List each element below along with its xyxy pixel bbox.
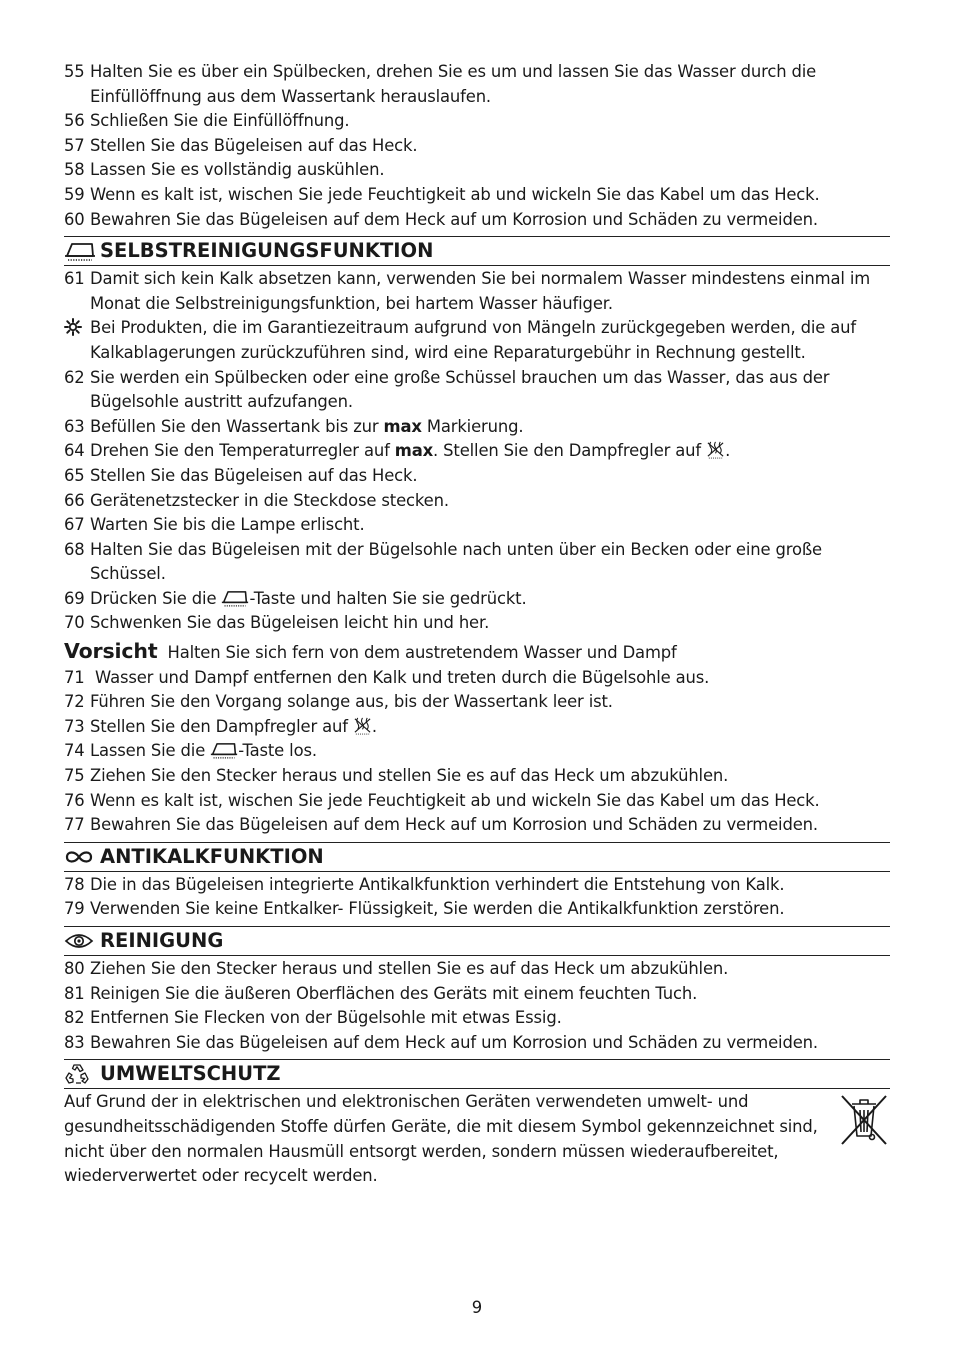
list-item: 79 Verwenden Sie keine Entkalker- Flüssigkeit, Sie werden die Antikalkfunktion zerstören. [64, 899, 785, 919]
list-item: 57 Stellen Sie das Bügeleisen auf das Heck. [64, 135, 418, 155]
list-item: 64 Drehen Sie den Temperaturregler auf max. Stellen Sie den Dampfregler auf . [64, 441, 731, 461]
self-clean-iron-icon [210, 741, 238, 759]
list-item: 77 Bewahren Sie das Bügeleisen auf dem Heck auf um Korrosion und Schäden zu vermeiden. [64, 815, 818, 835]
section-title: ANTIKALKFUNKTION [100, 844, 324, 868]
list-item: 60 Bewahren Sie das Bügeleisen auf dem Heck auf um Korrosion und Schäden zu vermeiden. [64, 209, 818, 229]
environment-notice [64, 1090, 890, 1188]
list-item: 55 Halten Sie es über ein Spülbecken, drehen Sie es um und lassen Sie das Wasser durch die Einfüllöffnung aus dem Wassertank herauslaufen. [64, 62, 817, 106]
list-item: 82 Entfernen Sie Flecken von der Bügelsohle mit etwas Essig. [64, 1008, 562, 1028]
eye-icon [64, 929, 100, 953]
list-item: 59 Wenn es kalt ist, wischen Sie jede Feuchtigkeit ab und wickeln Sie das Kabel um das Heck. [64, 184, 820, 204]
crossed-bin-icon [838, 1092, 890, 1148]
environment-text: Auf Grund der in elektrischen und elektronischen Geräten verwendeten umwelt- und gesundheitsschädigenden Stoffe dürfen Geräte, die mit diesem Symbol gekennzeichnet sind, nicht über den normalen Hausmüll entsorgt werden, sondern müssen wiederaufbereitet, wiederverwertet oder recycelt werden. [64, 1092, 818, 1186]
self-clean-iron-icon [221, 589, 249, 607]
list-item: 66 Gerätenetzstecker in die Steckdose stecken. [64, 490, 449, 510]
section-title: REINIGUNG [100, 928, 224, 952]
list-item: 61 Damit sich kein Kalk absetzen kann, verwenden Sie bei normalem Wasser mindestens einmal im Monat die Selbstreinigungsfunktion, bei hartem Wasser häufiger. [64, 269, 871, 313]
caution-label: Vorsicht [64, 639, 158, 664]
list-item: 80 Ziehen Sie den Stecker heraus und stellen Sie es auf das Heck um abzukühlen. [64, 959, 729, 978]
steam-off-icon [706, 440, 725, 459]
list-item: 69 Drücken Sie die -Taste und halten Sie sie gedrückt. [64, 588, 527, 608]
list-item: 70 Schwenken Sie das Bügeleisen leicht hin und her. [64, 613, 490, 633]
section-header-environment [64, 1059, 890, 1089]
recycle-icon [64, 1062, 100, 1086]
list-item: 76 Wenn es kalt ist, wischen Sie jede Feuchtigkeit ab und wickeln Sie das Kabel um das Heck. [64, 790, 820, 810]
list-item: 68 Halten Sie das Bügeleisen mit der Bügelsohle nach unten über ein Becken oder eine große Schüssel. [64, 539, 822, 584]
list-item: 78 Die in das Bügeleisen integrierte Antikalkfunktion verhindert die Entstehung von Kalk. [64, 874, 785, 894]
list-item: 71 Wasser und Dampf entfernen den Kalk und treten durch die Bügelsohle aus. [64, 667, 710, 687]
page-number: 9 [471, 1298, 483, 1317]
warning-note: Bei Produkten, die im Garantiezeitraum aufgrund von Mängeln zurückgegeben werden, die auf Kalkablagerungen zurückzuführen sind, wird eine Reparaturgebühr in Rechnung gestellt. [64, 316, 890, 365]
steam-off-icon [353, 716, 372, 735]
section-header-cleaning [64, 926, 890, 956]
document-body [64, 60, 890, 1189]
list-item: 65 Stellen Sie das Bügeleisen auf das Heck. [64, 465, 418, 485]
self-clean-iron-icon [64, 239, 100, 263]
section-title: UMWELTSCHUTZ [100, 1062, 281, 1086]
list-item: 72 Führen Sie den Vorgang solange aus, bis der Wassertank leer ist. [64, 692, 613, 712]
instructions-part-1 [64, 60, 890, 232]
list-item: 74 Lassen Sie die -Taste los. [64, 741, 317, 761]
section-header-self-clean [64, 236, 890, 266]
list-item: 81 Reinigen Sie die äußeren Oberflächen des Geräts mit einem feuchten Tuch. [64, 983, 698, 1003]
list-item: 56 Schließen Sie die Einfüllöffnung. [64, 111, 350, 131]
section-header-anti-calc [64, 842, 890, 872]
infinity-icon [64, 845, 100, 869]
list-item: 67 Warten Sie bis die Lampe erlischt. [64, 515, 365, 535]
list-item: 62 Sie werden ein Spülbecken oder eine große Schüssel brauchen um das Wasser, das aus der Bügelsohle austritt aufzufangen. [64, 367, 830, 412]
list-item: 58 Lassen Sie es vollständig auskühlen. [64, 160, 385, 180]
list-item: 83 Bewahren Sie das Bügeleisen auf dem Heck auf um Korrosion und Schäden zu vermeiden. [64, 1032, 818, 1052]
warning-burst-icon [64, 318, 82, 336]
list-item: 63 Befüllen Sie den Wassertank bis zur max Markierung. [64, 416, 524, 436]
list-item: 73 Stellen Sie den Dampfregler auf . [64, 716, 377, 736]
section-title: SELBSTREINIGUNGSFUNKTION [100, 238, 434, 262]
caution-text: Halten Sie sich fern von dem austretendem Wasser und Dampf [167, 643, 677, 663]
caution-note [64, 639, 890, 666]
list-item: 75 Ziehen Sie den Stecker heraus und stellen Sie es auf das Heck um abzukühlen. [64, 766, 729, 786]
